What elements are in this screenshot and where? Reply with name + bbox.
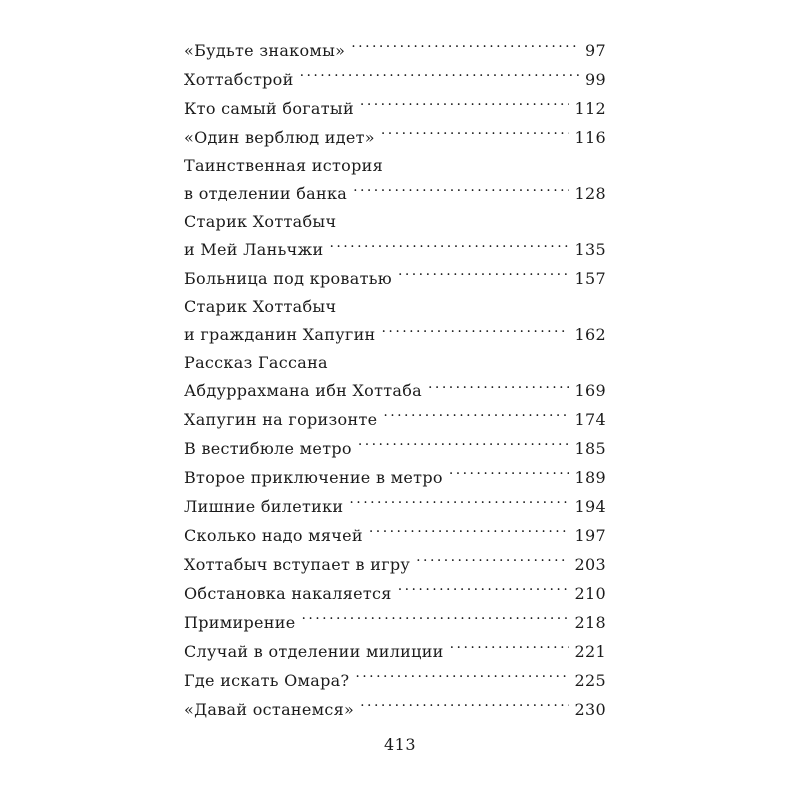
- toc-entry-title: «Один верблюд идет»: [184, 128, 375, 147]
- toc-entry: [184, 434, 606, 463]
- toc-entry-title: Хапугин на горизонте: [184, 410, 378, 429]
- toc-entry-title: Обстановка накаляется: [184, 584, 392, 603]
- toc-entry-line: [184, 608, 606, 637]
- toc-entry-title-line: Старик Хоттабыч: [184, 212, 337, 231]
- dot-leader: [329, 239, 568, 255]
- dot-leader: [355, 670, 568, 686]
- toc-entry-page-number: 97: [585, 41, 606, 60]
- toc-entry-page-number: 185: [574, 439, 606, 458]
- toc-entry-title: Абдуррахмана ибн Хоттаба: [184, 381, 423, 400]
- toc-entry: [184, 264, 606, 293]
- dot-leader: [360, 98, 569, 114]
- toc-entry-page-number: 169: [574, 381, 606, 400]
- dot-leader: [300, 69, 579, 85]
- toc-entry: [184, 695, 606, 724]
- toc-entry-title: Хоттабыч вступает в игру: [184, 555, 411, 574]
- toc-entry-line: [184, 695, 606, 724]
- toc-entry: [184, 152, 606, 208]
- toc-entry: [184, 492, 606, 521]
- toc-entry: [184, 579, 606, 608]
- toc-entry-page-number: 116: [574, 128, 606, 147]
- toc-entry-line: [184, 321, 606, 349]
- toc-entry-page-number: 197: [574, 526, 606, 545]
- toc-entry-page-number: 135: [574, 240, 606, 259]
- toc-entry-title: в отделении банка: [184, 184, 348, 203]
- toc-entry-line: [184, 434, 606, 463]
- toc-entry-title: В вестибюле метро: [184, 439, 352, 458]
- toc-entry-line: [184, 264, 606, 293]
- toc-entry-page-number: 99: [585, 70, 606, 89]
- dot-leader: [416, 554, 568, 570]
- toc-entry-title: Примирение: [184, 613, 296, 632]
- toc-list: [184, 36, 606, 724]
- toc-entry-title: Где искать Омара?: [184, 671, 350, 690]
- toc-entry-title: и гражданин Хапугин: [184, 325, 376, 344]
- toc-entry-page-number: 230: [574, 700, 606, 719]
- dot-leader: [450, 641, 569, 657]
- toc-entry-title-line: Старик Хоттабыч: [184, 297, 337, 316]
- dot-leader: [398, 583, 569, 599]
- toc-entry-title: «Будьте знакомы»: [184, 41, 346, 60]
- toc-entry-page-number: 112: [574, 99, 606, 118]
- toc-entry: [184, 637, 606, 666]
- dot-leader: [360, 699, 568, 715]
- toc-entry-title: Кто самый богатый: [184, 99, 354, 118]
- toc-entry-page-number: 225: [574, 671, 606, 690]
- toc-entry: [184, 94, 606, 123]
- toc-entry: [184, 405, 606, 434]
- toc-entry-page-number: 218: [574, 613, 606, 632]
- dot-leader: [398, 268, 569, 284]
- toc-entry-line: [184, 36, 606, 65]
- toc-entry-title: Лишние билетики: [184, 497, 344, 516]
- toc-entry: [184, 208, 606, 264]
- toc-entry-line: [184, 180, 606, 208]
- dot-leader: [353, 183, 568, 199]
- dot-leader: [382, 324, 569, 340]
- table-of-contents-page: [184, 36, 606, 724]
- dot-leader: [351, 40, 579, 56]
- toc-entry-title: Случай в отделении милиции: [184, 642, 444, 661]
- toc-entry: [184, 463, 606, 492]
- toc-entry-title: Больница под кроватью: [184, 269, 392, 288]
- toc-entry: [184, 349, 606, 405]
- toc-entry-page-number: 189: [574, 468, 606, 487]
- dot-leader: [383, 409, 568, 425]
- toc-entry: [184, 666, 606, 695]
- toc-entry-page-number: 221: [574, 642, 606, 661]
- toc-entry-line: [184, 637, 606, 666]
- toc-entry-line: [184, 463, 606, 492]
- toc-entry-line: [184, 65, 606, 94]
- dot-leader: [449, 467, 569, 483]
- toc-entry: [184, 65, 606, 94]
- toc-entry: [184, 293, 606, 349]
- toc-entry-line: [184, 550, 606, 579]
- dot-leader: [369, 525, 569, 541]
- toc-entry-page-number: 128: [574, 184, 606, 203]
- toc-entry-line: [184, 377, 606, 405]
- toc-entry: [184, 36, 606, 65]
- dot-leader: [301, 612, 568, 628]
- toc-entry-line: [184, 236, 606, 264]
- toc-entry-line: [184, 666, 606, 695]
- toc-entry-title-line: Таинственная история: [184, 156, 383, 175]
- toc-entry-title: Второе приключение в метро: [184, 468, 443, 487]
- toc-entry: [184, 521, 606, 550]
- toc-entry-title-line: Рассказ Гассана: [184, 353, 328, 372]
- toc-entry-page-number: 194: [574, 497, 606, 516]
- toc-entry-page-number: 162: [574, 325, 606, 344]
- toc-entry-title: Сколько надо мячей: [184, 526, 363, 545]
- toc-entry-line: [184, 492, 606, 521]
- toc-entry-line: [184, 405, 606, 434]
- toc-entry-line: [184, 579, 606, 608]
- dot-leader: [381, 127, 569, 143]
- dot-leader: [358, 438, 569, 454]
- page-number: 413: [383, 735, 417, 754]
- dot-leader: [428, 380, 569, 396]
- toc-entry-page-number: 210: [574, 584, 606, 603]
- toc-entry-page-number: 157: [574, 269, 606, 288]
- toc-entry-page-number: 203: [574, 555, 606, 574]
- dot-leader: [349, 496, 568, 512]
- toc-entry-line: [184, 521, 606, 550]
- toc-entry-page-number: 174: [574, 410, 606, 429]
- toc-entry-title: Хоттабстрой: [184, 70, 294, 89]
- toc-entry: [184, 550, 606, 579]
- toc-entry-title: «Давай останемся»: [184, 700, 355, 719]
- toc-entry: [184, 608, 606, 637]
- toc-entry-line: [184, 123, 606, 152]
- toc-entry-title: и Мей Ланьчжи: [184, 240, 324, 259]
- toc-entry-line: [184, 94, 606, 123]
- toc-entry: [184, 123, 606, 152]
